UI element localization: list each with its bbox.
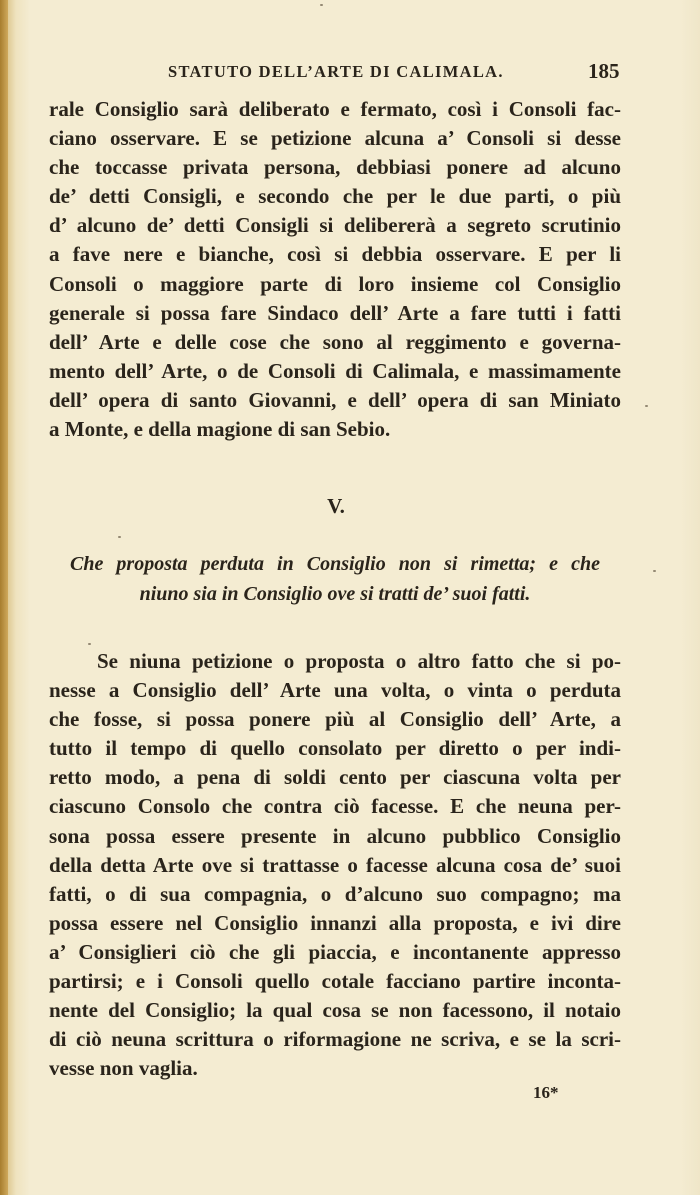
text-line: che toccasse privata persona, debbiasi ponere ad alcuno — [49, 155, 621, 180]
text-line: dell’ Arte e delle cose che sono al reggimento e governa- — [49, 329, 621, 354]
paragraph-1 — [49, 95, 621, 444]
text-line: rale Consiglio sarà deliberato e fermato, così i Consoli fac- — [49, 97, 621, 121]
text-line: Consoli o maggiore parte di loro insieme col Consiglio — [49, 271, 621, 296]
text-line: possa essere nel Consiglio innanzi alla proposta, e ivi dire — [49, 910, 621, 935]
text-line: dell’ opera di santo Giovanni, e dell’ opera di san Miniato — [49, 387, 621, 412]
text-line: ciascuno Consolo che contra ciò facesse. E che neuna per- — [49, 794, 621, 819]
section-heading — [70, 549, 600, 609]
paragraph-2 — [49, 647, 621, 1083]
text-line: mento dell’ Arte, o de Consoli di Calimala, e massimamente — [49, 358, 621, 383]
text-line: nesse a Consiglio dell’ Arte una volta, o vinta o perduta — [49, 678, 621, 703]
heading-line: Che proposta perduta in Consiglio non si rimetta; e che — [70, 553, 600, 575]
paper-speck — [320, 4, 323, 6]
text-line: tutto il tempo di quello consolato per diretto o per indi- — [49, 736, 621, 761]
text-line: ciano osservare. E se petizione alcuna a’ Consoli si desse — [49, 126, 621, 151]
text-line: della detta Arte ove si trattasse o facesse alcuna cosa de’ suoi — [49, 852, 621, 877]
signature-mark: 16* — [533, 1083, 559, 1102]
text-line: nente del Consiglio; la qual cosa se non facessono, il notaio — [49, 998, 621, 1023]
paper-speck — [118, 536, 121, 538]
page-binding-edge — [0, 0, 8, 1195]
text-line: d’ alcuno de’ detti Consigli si delibererà a segreto scrutinio — [49, 213, 621, 238]
text-line: fatti, o di sua compagnia, o d’alcuno suo compagno; ma — [49, 881, 621, 906]
text-line: che fosse, si possa ponere più al Consiglio dell’ Arte, a — [49, 707, 621, 732]
text-line: di ciò neuna scrittura o riformagione ne scriva, e se la scri- — [49, 1027, 621, 1052]
running-head — [0, 59, 700, 86]
text-line: a fave nere e bianche, così si debbia osservare. E per li — [49, 242, 621, 267]
text-line: retto modo, a pena di soldi cento per ciascuna volta per — [49, 765, 621, 790]
text-line: sona possa essere presente in alcuno pubblico Consiglio — [49, 823, 621, 848]
running-title: STATUTO DELL’ARTE DI CALIMALA. — [168, 62, 504, 81]
heading-line: niuno sia in Consiglio ove si tratti de’ suoi fatti. — [139, 583, 531, 605]
text-line: a’ Consiglieri ciò che gli piaccia, e incontanente appresso — [49, 939, 621, 964]
text-line: generale si possa fare Sindaco dell’ Arte a fare tutti i fatti — [49, 300, 621, 325]
text-line: partirsi; e i Consoli quello cotale facciano partire inconta- — [49, 969, 621, 994]
paper-speck — [653, 570, 656, 572]
text-line: Se niuna petizione o proposta o altro fatto che si po- — [97, 649, 621, 673]
paper-speck — [645, 405, 648, 407]
text-line: de’ detti Consigli, e secondo che per le due parti, o più — [49, 184, 621, 209]
text-line: a Monte, e della magione di san Sebio. — [49, 417, 391, 442]
page-number: 185 — [588, 59, 620, 83]
paper-speck — [88, 643, 91, 645]
section-number: V. — [327, 494, 345, 518]
text-line: vesse non vaglia. — [49, 1056, 198, 1081]
